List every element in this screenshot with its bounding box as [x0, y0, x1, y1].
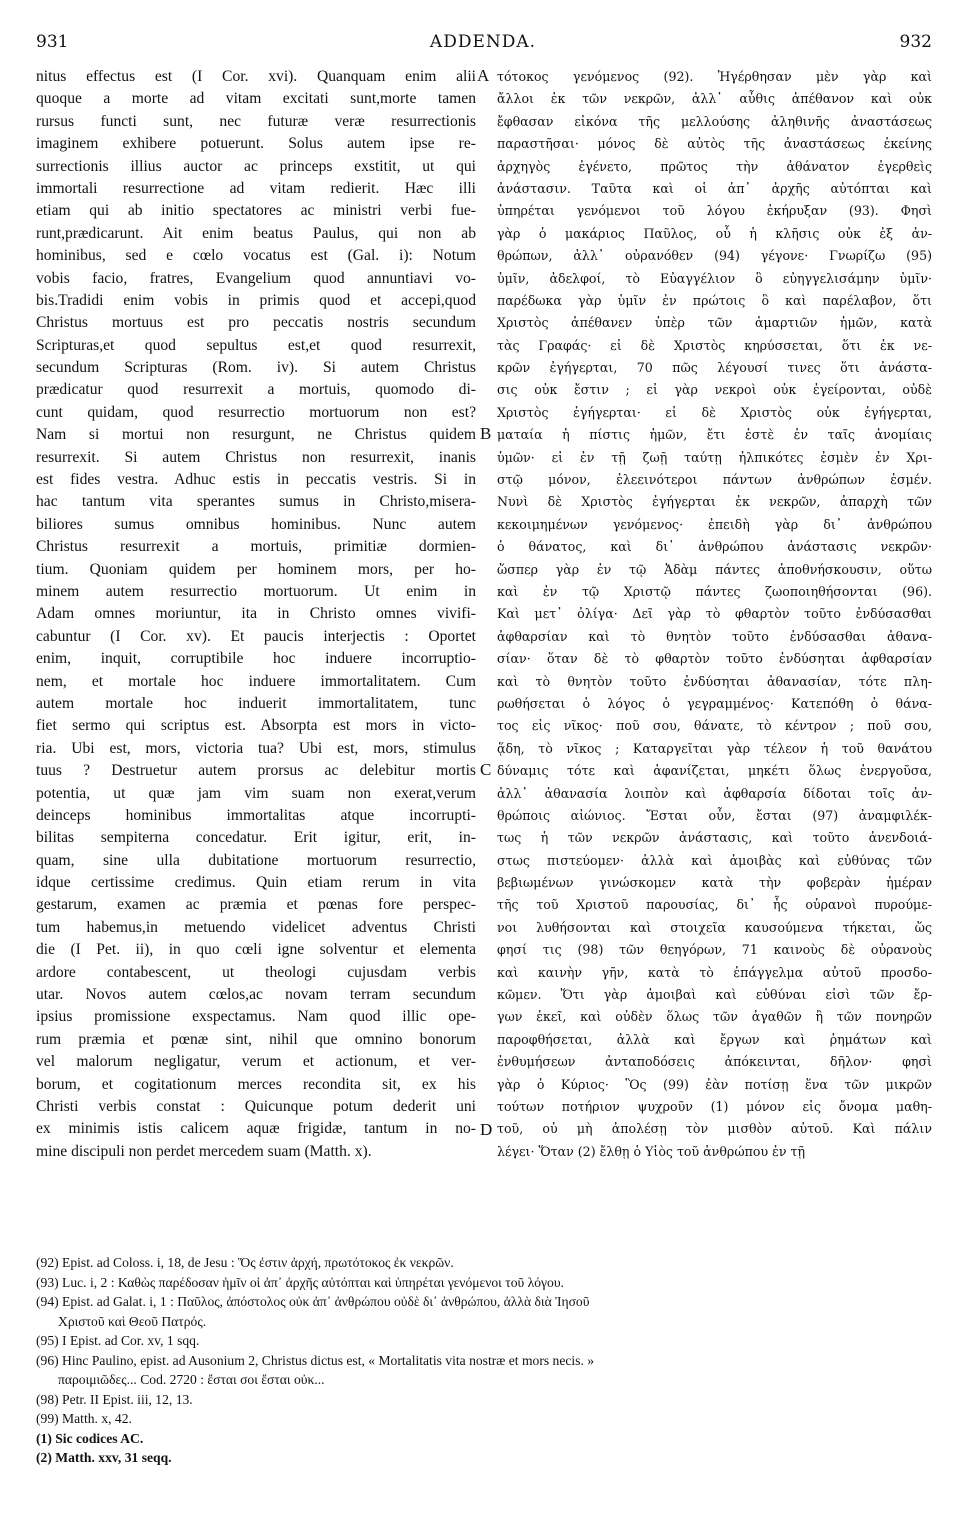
text-line: idque certissime credimus. Quin etiam rerum in vita	[36, 874, 476, 892]
footnote: Χριστοῦ καὶ Θεοῦ Πατρός.	[58, 1313, 207, 1329]
text-line: ex minimis istis calicem aquæ frigidæ, tantum in no-	[36, 1120, 476, 1138]
footnote: (92) Epist. ad Coloss. i, 18, de Jesu : Ὅς ἐστιν ἀρχή, πρωτότοκος ἐκ νεκρῶν.	[36, 1255, 454, 1270]
text-line: τῆς τοῦ Χριστοῦ παρουσίας, δι᾽ ἧς οὐρανοὶ πυρούμε-	[497, 897, 932, 913]
text-line: tium. Quoniam quidem per hominem mors, per ho-	[36, 560, 476, 578]
text-line: ᾅδη, τὸ νῖκος ; Καταργεῖται γὰρ τέλεον ἡ τοῦ θανάτου	[497, 740, 932, 756]
margin-letter-a: A	[477, 66, 490, 85]
footnote: παροιμιῶδες... Cod. 2720 : ἔσται σοι ἔσται οὐκ...	[58, 1372, 325, 1387]
text-line: gestarum, examen ac præmia et pœnas fore perspec-	[36, 896, 476, 914]
text-line: Christus resurrexit a mortuis, primitiæ dormien-	[36, 538, 476, 556]
text-line: ρωθήσεται ὁ λόγος ὁ γεγραμμένος· Κατεπόθη ὁ θάνα-	[497, 695, 932, 711]
text-line: ὑμῶν· εἰ ἐν τῇ ζωῇ ταύτῃ ἠλπικότες ἐσμὲν ἐν Χρι-	[497, 449, 932, 465]
text-line: biliores sumus omnibus hominibus. Nunc autem	[36, 515, 476, 533]
text-line: est fides vestra. Adhuc estis in peccatis vestris. Si in	[36, 471, 476, 489]
text-line: quoque a morte ad vitam excitati sunt,morte tamen	[36, 90, 476, 108]
text-line: mine discipuli non perdet mercedem suam (Matth. x).	[36, 1142, 372, 1160]
text-line: σις οὐκ ἔστιν ; εἰ γὰρ νεκροὶ οὐκ ἐγείρονται, οὐδὲ	[497, 382, 932, 398]
text-line: γὰρ ὁ Κύριος· Ὃς (99) ἐὰν ποτίσῃ ἕνα τῶν μικρῶν	[497, 1076, 932, 1092]
text-line: fiet sermo qui scriptus est. Absorpta est mors in victo-	[36, 717, 476, 735]
text-line: Νυνὶ δὲ Χριστὸς ἐγήγερται ἐκ νεκρῶν, ἀπαρχὴ τῶν	[497, 494, 932, 510]
text-line: τούτων ποτήριον ψυχροῦν (1) μόνον εἰς ὄνομα μαθη-	[497, 1098, 932, 1114]
text-line: στῷ μόνον, ἐλεεινότεροι πάντων ἀνθρώπων ἐσμέν.	[497, 472, 932, 488]
text-line: nem, et mortale hoc induere immortalitatem. Cum	[36, 672, 476, 690]
text-line: potentia, ut quæ jam vim suam non exerat,verum	[36, 784, 476, 802]
text-line: καὶ τὸ θνητὸν τοῦτο ἐνδύσηται ἀθανασίαν, τότε πλη-	[497, 673, 932, 689]
text-line: tum habemus,in metuendo videlicet adventus Christi	[36, 918, 476, 936]
text-line: bilitas sempiterna concedatur. Erit igitur, erit, in-	[36, 829, 476, 847]
page-number-right: 932	[899, 32, 932, 52]
text-line: deinceps hominibus immortalitas atque incorrupti-	[36, 806, 476, 824]
text-line: ardore contabescent, ut theologi cujusdam verbis	[36, 963, 476, 981]
text-line: autem mortale hoc induerit immortalitatem, tunc	[36, 694, 476, 712]
text-line: ὁ θάνατος, καὶ δι᾽ ἀνθρώπου ἀνάστασις νεκρῶν·	[497, 539, 932, 555]
page-header	[0, 32, 966, 56]
footnote: (98) Petr. II Epist. iii, 12, 13.	[36, 1391, 193, 1407]
text-line: imaginem exhibere potuerunt. Solus autem ipse re-	[36, 135, 476, 153]
text-line: τότοκος γενόμενος (92). Ἠγέρθησαν μὲν γὰρ καὶ	[497, 69, 932, 84]
text-line: δύναμις τότε καὶ ἀφανίζεται, μηκέτι ὅλως ἐνεργοῦσα,	[497, 763, 932, 779]
text-line: τὰς Γραφάς· εἰ δὲ Χριστὸς κηρύσσεται, ὅτι ἐκ νε-	[497, 337, 932, 353]
text-line: surrectionis illius auctor ac princeps exstitit, ut qui	[36, 157, 476, 175]
text-line: γὰρ ὁ μακάριος Παῦλος, οὗ ἡ κλῆσις οὐκ ἐξ ἀν-	[497, 225, 932, 241]
text-line: τως ἡ τῶν νεκρῶν ἀνάστασις, καὶ τοῦτο ἀνενδοιά-	[497, 830, 932, 846]
text-line: Scripturas,et quod sepultus est,et quod resurrexit,	[36, 336, 476, 354]
text-line: ματαία ἡ πίστις ἡμῶν, ἔτι ἐστὲ ἐν ταῖς ἀνομίαις	[497, 427, 932, 443]
text-line: minem autem resurrectio mortuorum. Ut enim in	[36, 582, 476, 600]
footnote: (94) Epist. ad Galat. i, 1 : Παῦλος, ἀπόστολος οὐκ ἀπ᾽ ἀνθρώπου οὐδὲ δι᾽ ἀνθρώπου, ἀλλὰ διὰ Ἰησοῦ	[36, 1294, 590, 1309]
text-line: θρώποις αἰώνιος. Ἔσται οὖν, ἔσται (97) ἀναμφιλέκ-	[497, 807, 932, 823]
text-line: ἄλλοι ἐκ τῶν νεκρῶν, ἀλλ᾽ αὖθις ἀπέθανον καὶ οὐκ	[497, 91, 932, 107]
text-line: rum præmia et pœnæ sint, nihil que omnino bonorum	[36, 1030, 476, 1048]
text-line: κεκοιμημένων γενόμενος· ἐπειδὴ γὰρ δι᾽ ἀνθρώπου	[497, 516, 932, 532]
text-line: die (I Pet. ii), in quo cœli igne solventur et elementa	[36, 941, 476, 959]
greek-column	[497, 66, 932, 1163]
text-line: Christi verbis constat : Quicunque potum dederit uni	[36, 1097, 476, 1115]
footnote: (2) Matth. xxv, 31 seqq.	[36, 1450, 172, 1465]
text-line: ὥσπερ γὰρ ἐν τῷ Ἀδὰμ πάντες ἀποθνήσκουσιν, οὕτω	[497, 561, 932, 577]
text-line: quam, sine ulla dubitatione mortuorum resurrectio,	[36, 851, 476, 869]
text-line: γων ἐκεῖ, καὶ οὐδὲν ὅλως τῶν ἀγαθῶν ἢ τῶν πονηρῶν	[497, 1009, 932, 1025]
text-line: Χριστὸς ἐγήγερται· εἰ δὲ Χριστὸς οὐκ ἐγήγερται,	[497, 404, 932, 420]
text-line: hominibus, sed e cœlo vocatus est (Gal. i): Notum	[36, 247, 476, 265]
text-line: σίαν· ὅταν δὲ τὸ φθαρτὸν τοῦτο ἐνδύσηται ἀφθαρσίαν	[497, 651, 932, 667]
running-title: ADDENDA.	[429, 32, 537, 52]
page-number-left: 931	[36, 32, 69, 52]
text-line: κρῶν ἐγήγερται, 70 πῶς λέγουσί τινες ὅτι ἀνάστα-	[497, 360, 932, 376]
text-line: secundum Scripturas (Rom. iv). Si autem Christus	[36, 359, 476, 377]
text-line: θρώπων, ἀλλ᾽ οὐρανόθεν (94) γέγονε· Γνωρίζω (95)	[497, 248, 932, 264]
footnotes	[36, 1253, 932, 1468]
text-line: bis.Tradidi enim vobis in primis quod et accepi,quod	[36, 291, 476, 309]
text-line: vel malorum negligatur, verum et actionum, et ver-	[36, 1053, 476, 1071]
footnote: (96) Hinc Paulino, epist. ad Ausonium 2, Christus dictus est, « Mortalitatis vita nostræ et mors necis. »	[36, 1352, 595, 1368]
text-line: cabuntur (I Cor. xv). Et paucis interjectis : Oportet	[36, 627, 476, 645]
text-line: cunt quidam, quod resurrectio mortuorum non est?	[36, 403, 476, 421]
text-line: Adam omnes moriuntur, ita in Christo omnes vivifi-	[36, 605, 476, 623]
footnote: (1) Sic codices AC.	[36, 1430, 144, 1446]
text-line: ria. Ubi est, mors, victoria tua? Ubi est, mors, stimulus	[36, 739, 476, 757]
text-line: rursus functi sunt, nec futuræ veræ resurrectionis	[36, 112, 476, 130]
text-line: etiam qui ab initio spectatores ac ministri verbi fue-	[36, 202, 476, 220]
text-line: ἀλλ᾽ ἀθανασία λοιπὸν καὶ ἀφθαρσία δίδοται τοῖς ἀν-	[497, 785, 932, 801]
text-line: borum, et cogitationum merces recondita sit, ex his	[36, 1075, 476, 1093]
text-line: λέγει· Ὅταν (2) ἔλθῃ ὁ Υἱὸς τοῦ ἀνθρώπου ἐν τῇ	[497, 1143, 806, 1159]
text-line: ἐνθυμήσεων ἀνταποδόσεις ἀπόκεινται, δῆλον· φησὶ	[497, 1054, 932, 1070]
text-line: καὶ καινὴν γῆν, κατὰ τὸ ἐπάγγελμα αὐτοῦ προσδο-	[497, 964, 932, 980]
text-line: φησί τις (98) τῶν θεηγόρων, 71 καινοὺς δὲ οὐρανοὺς	[497, 942, 932, 958]
text-line: τοῦ, οὐ μὴ ἀπολέσῃ τὸν μισθὸν αὐτοῦ. Καὶ πάλιν	[497, 1121, 932, 1137]
latin-column	[36, 66, 476, 1163]
text-line: nitus effectus est (I Cor. xvi). Quanquam enim alii	[36, 68, 476, 85]
text-line: παρέδωκα γὰρ ὑμῖν ἐν πρώτοις ὃ καὶ παρέλαβον, ὅτι	[497, 292, 932, 308]
text-line: ἔφθασαν εἰκόνα τῆς μελλούσης ἀληθινῆς ἀναστάσεως	[497, 113, 932, 129]
text-line: resurrexit. Si autem Christus non resurrexit, inanis	[36, 448, 476, 466]
footnote: (95) I Epist. ad Cor. xv, 1 sqq.	[36, 1333, 200, 1348]
text-line: ipsius promissione exspectamus. Nam quod illic ope-	[36, 1008, 476, 1026]
text-line: hac tantum vita sperantes sumus in Christo,misera-	[36, 493, 476, 511]
text-line: Καὶ μετ᾽ ὀλίγα· Δεῖ γὰρ τὸ φθαρτὸν τοῦτο ἐνδύσασθαι	[497, 606, 932, 622]
text-line: παραστῆσαι· μόνος δὲ αὐτὸς τῆς ἀναστάσεως ἐκείνης	[497, 136, 932, 152]
text-line: τος εἰς νῖκος· ποῦ σου, θάνατε, τὸ κέντρον ; ποῦ σου,	[497, 718, 932, 734]
footnote: (99) Matth. x, 42.	[36, 1411, 132, 1426]
text-line: κῶμεν. Ὅτι γὰρ ἀμοιβαὶ καὶ εὐθύναι εἰσὶ τῶν ἔρ-	[497, 987, 932, 1003]
text-line: immortali resurrectione ad vitam redierit. Hæc illi	[36, 179, 476, 197]
text-line: Christus mortuus est pro peccatis nostris secundum	[36, 314, 476, 332]
text-line: βεβιωμένων γινώσκομεν κατὰ τὴν φοβερὰν ἡμέραν	[497, 875, 932, 891]
text-line: στως πιστεύομεν· ἀλλὰ καὶ ἀμοιβὰς καὶ εὐθύνας τῶν	[497, 852, 932, 868]
text-line: ἀρχηγὸς ἐγένετο, πρῶτος τὴν ἀθάνατον ἐγερθεὶς	[497, 158, 932, 174]
text-line: runt,prædicarunt. Ait enim beatus Paulus, qui non ab	[36, 224, 476, 242]
text-line: ἀφθαρσίαν καὶ τὸ θνητὸν τοῦτο ἐνδύσασθαι ἀθανα-	[497, 628, 932, 644]
footnote: (93) Luc. i, 2 : Καθὼς παρέδοσαν ἡμῖν οἱ ἀπ᾽ ἀρχῆς αὐτόπται καὶ ὑπηρέται γενόμενοι τοῦ λόγου.	[36, 1274, 564, 1290]
margin-letter-b: B	[480, 424, 492, 443]
text-line: prædicatur quod resurrexit a mortuis, quomodo di-	[36, 381, 476, 399]
text-line: utar. Novos autem cœlos,ac novam terram secundum	[36, 986, 476, 1004]
text-line: enim, inquit, corruptibile hoc induere incorruptio-	[36, 650, 476, 668]
text-line: ὑπηρέται γενόμενοι τοῦ λόγου ἐκήρυξαν (93). Φησὶ	[497, 203, 932, 219]
margin-letter-c: C	[480, 760, 492, 779]
margin-letter-d: D	[480, 1120, 493, 1139]
text-line: νοι λυθήσονται καὶ στοιχεῖα καυσούμενα τήκεται, ὥς	[497, 919, 932, 935]
text-line: καὶ ἐν τῷ Χριστῷ πάντες ζωοποιηθήσονται (96).	[497, 583, 932, 599]
text-line: ἀνάστασιν. Ταῦτα καὶ οἱ ἀπ᾽ ἀρχῆς αὐτόπται καὶ	[497, 180, 932, 196]
text-line: Nam si mortui non resurgunt, ne Christus quidem	[36, 426, 476, 444]
text-line: vobis facio, fratres, Evangelium quod annuntiavi vo-	[36, 269, 476, 287]
text-line: tuus ? Destruetur autem prorsus ac delebitur mortis	[36, 762, 476, 780]
text-line: παροφθήσεται, ἀλλὰ καὶ ἔργων καὶ ῥημάτων καὶ	[497, 1031, 932, 1047]
text-line: Χριστὸς ἀπέθανεν ὑπὲρ τῶν ἁμαρτιῶν ἡμῶν, κατὰ	[497, 315, 932, 331]
text-line: ὑμῖν, ἀδελφοί, τὸ Εὐαγγέλιον ὃ εὐηγγελισάμην ὑμῖν·	[497, 270, 932, 286]
